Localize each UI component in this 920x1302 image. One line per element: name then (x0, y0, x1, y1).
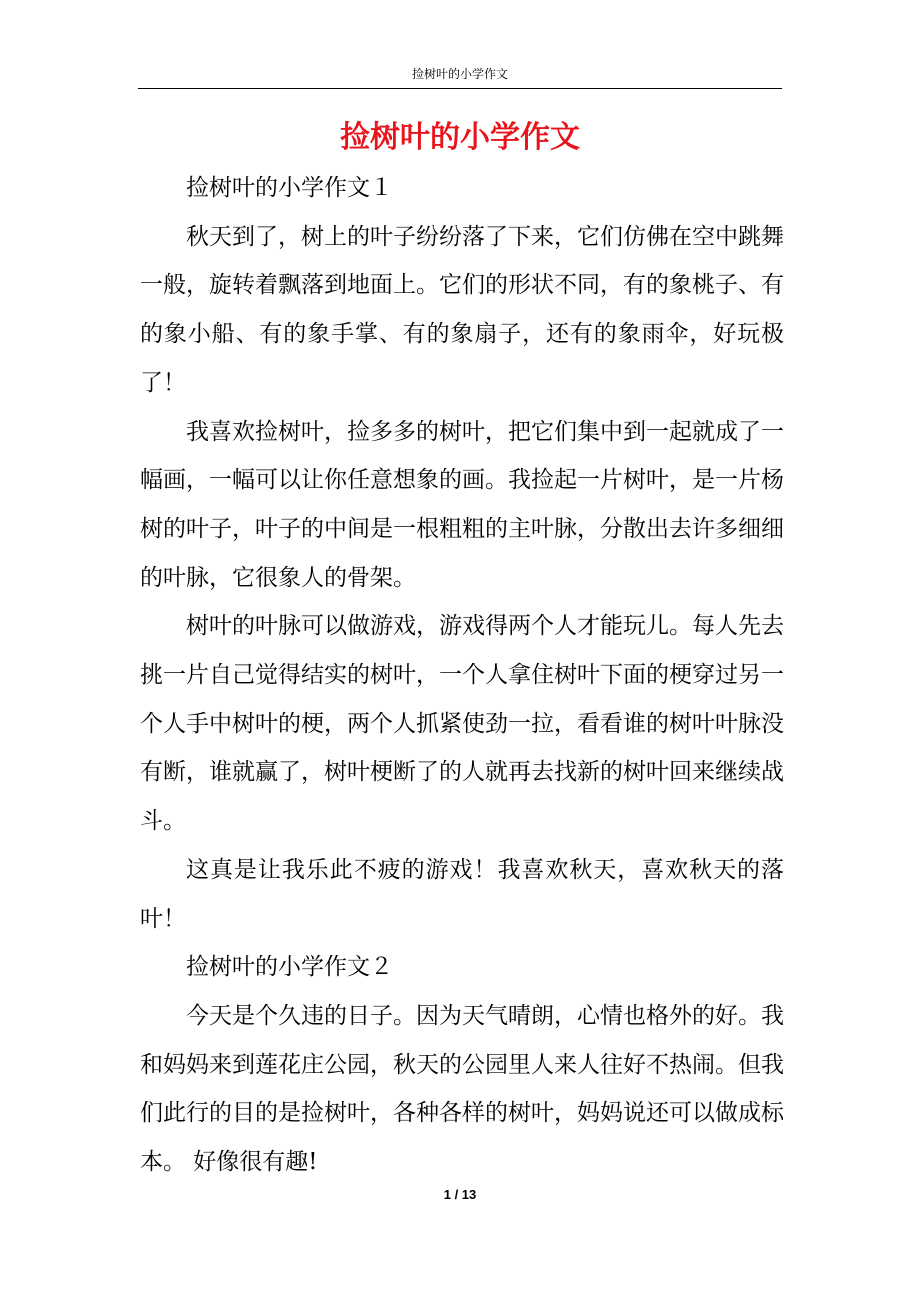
paragraph: 我喜欢捡树叶，捡多多的树叶，把它们集中到一起就成了一幅画，一幅可以让你任意想象的画。我捡起一片树叶，是一片杨树的叶子，叶子的中间是一根粗粗的主叶脉，分散出去许多细细的叶脉，它很象人的骨架。 (140, 418, 784, 591)
paragraph: 秋天到了，树上的叶子纷纷落了下来，它们仿佛在空中跳舞一般，旋转着飘落到地面上。它们的形状不同，有的象桃子、有的象小船、有的象手掌、有的象扇子，还有的象雨伞，好玩极了！ (140, 223, 784, 396)
page-number: 1 / 13 (443, 1187, 477, 1202)
section-heading-1: 捡树叶的小学作文１ (186, 175, 393, 201)
document-title: 捡树叶的小学作文 (340, 120, 580, 155)
document-body (140, 164, 784, 1187)
section-heading-2: 捡树叶的小学作文２ (186, 954, 393, 981)
paragraph: 树叶的叶脉可以做游戏，游戏得两个人才能玩儿。每人先去挑一片自己觉得结实的树叶，一个人拿住树叶下面的梗穿过另一个人手中树叶的梗，两个人抓紧使劲一拉，看看谁的树叶叶脉没有断，谁就赢了，树叶梗断了的人就再去找新的树叶回来继续战斗。 (140, 613, 784, 835)
paragraph: 今天是个久违的日子。因为天气晴朗，心情也格外的好。我和妈妈来到莲花庄公园，秋天的公园里人来人往好不热闹。但我们此行的目的是捡树叶，各种各样的树叶，妈妈说还可以做成标本。 好像很有趣! (140, 1002, 784, 1176)
running-header: 捡树叶的小学作文 (411, 67, 508, 81)
header-divider (138, 88, 782, 89)
paragraph: 这真是让我乐此不疲的游戏！我喜欢秋天，喜欢秋天的落叶！ (140, 856, 784, 932)
